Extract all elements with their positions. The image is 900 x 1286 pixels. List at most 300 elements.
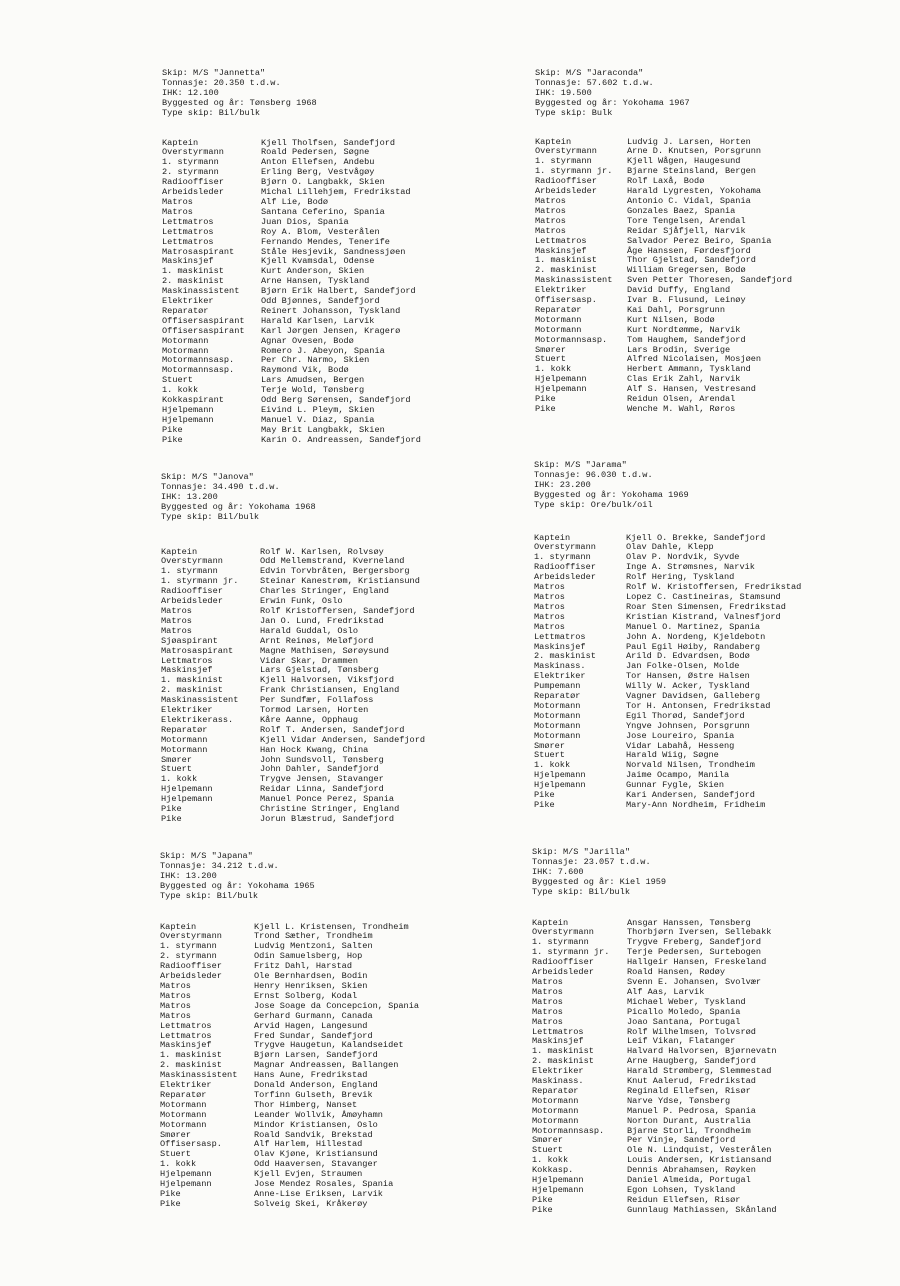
crew-role: Smører — [160, 1129, 191, 1140]
crew-role: Hjelpemann — [535, 384, 587, 395]
crew-name: Manuel Ponce Perez, Spania — [260, 794, 395, 805]
crew-role: Matros — [535, 205, 566, 216]
crew-role: Matrosaspirant — [161, 645, 234, 656]
crew-role: Matros — [532, 996, 563, 1007]
crew-row — [534, 801, 801, 811]
crew-role: Elektriker — [162, 296, 214, 307]
crew-name: Odd Haaversen, Stavanger — [254, 1159, 378, 1170]
crew-role: Pike — [535, 394, 556, 405]
crew-name: Reidar Sjåfjell, Narvik — [627, 225, 746, 236]
crew-name: Per Sundfær, Follafoss — [260, 695, 374, 706]
crew-role: Motormannsasp. — [532, 1125, 605, 1136]
crew-role: Lettmatros — [160, 1030, 212, 1041]
crew-name: Odd Bjønnes, Sandefjord — [261, 296, 380, 307]
crew-list — [162, 139, 421, 446]
header-line: Type skip: Bulk — [535, 107, 613, 118]
crew-name: Harald Guddal, Oslo — [260, 625, 358, 636]
crew-role: Hjelpemann — [534, 780, 586, 791]
crew-row — [535, 237, 792, 247]
crew-name: Kurt Anderson, Skien — [261, 266, 365, 277]
ship-header — [161, 473, 425, 523]
crew-name: Tom Haughem, Sandefjord — [627, 334, 746, 345]
crew-name: Egil Thorød, Sandefjord — [626, 710, 745, 721]
crew-role: Offisersaspirant — [162, 325, 245, 336]
crew-role: Smører — [534, 740, 565, 751]
ship-header — [535, 69, 792, 119]
header-line: Type skip: Bil/bulk — [161, 511, 259, 522]
crew-role: Maskinass. — [532, 1076, 584, 1087]
crew-role: Elektriker — [160, 1080, 212, 1091]
crew-role: Overstyrmann — [535, 146, 597, 157]
crew-name: Eivind L. Pleym, Skien — [261, 405, 375, 415]
crew-name: John Sundsvoll, Tønsberg — [260, 754, 384, 765]
crew-role: 2. maskinist — [160, 1060, 222, 1071]
crew-role: Pike — [532, 1204, 553, 1215]
crew-role: Motormann — [534, 720, 581, 731]
crew-role: Matros — [534, 611, 565, 622]
crew-role: Lettmatros — [535, 235, 587, 246]
crew-role: Hjelpemann — [160, 1179, 212, 1190]
crew-role: Hjelpemann — [161, 794, 213, 805]
crew-role: Elektriker — [161, 705, 213, 716]
crew-name: Clas Erik Zahl, Narvik — [627, 374, 741, 385]
crew-name: Arne Haugberg, Sandefjord — [627, 1056, 756, 1067]
crew-role: Matros — [162, 206, 193, 217]
crew-role: Reparatør — [535, 304, 582, 315]
crew-name: Roald Sandvik, Brekstad — [254, 1129, 373, 1140]
crew-role: Hjelpemann — [535, 374, 587, 385]
crew-role: Offisersasp. — [535, 295, 597, 306]
header-line: Tonnasje: 34.490 t.d.w. — [161, 481, 280, 492]
crew-role: Kokkasp. — [532, 1165, 574, 1176]
crew-name: Trond Sæther, Trondheim — [254, 931, 373, 942]
header-line: Type skip: Ore/bulk/oil — [534, 499, 653, 510]
crew-row — [161, 815, 425, 825]
crew-name: Hans Aune, Fredrikstad — [254, 1070, 368, 1081]
crew-name: Erwin Funk, Oslo — [260, 596, 343, 607]
crew-role: Matros — [534, 591, 565, 602]
crew-name: Rolf Laxå, Bodø — [627, 176, 705, 187]
ship-block-jarilla — [532, 848, 777, 1216]
crew-role: Motormannsasp. — [162, 355, 235, 366]
crew-role: Lettmatros — [162, 216, 214, 227]
crew-name: Gerhard Gurmann, Canada — [254, 1010, 373, 1021]
crew-name: Picallo Moledo, Spania — [627, 1006, 741, 1017]
crew-role: Motormann — [532, 1105, 579, 1116]
crew-role: Matros — [534, 621, 565, 632]
crew-name: Tor Hansen, Østre Halsen — [626, 671, 750, 682]
crew-name: Kjell Halvorsen, Viksfjord — [260, 675, 395, 686]
crew-name: Torfinn Gulseth, Brevik — [254, 1089, 373, 1100]
crew-name: Paul Egil Høiby, Randaberg — [626, 641, 761, 652]
crew-role: 1. styrmann — [532, 937, 589, 948]
crew-role: 1. styrmann — [162, 157, 219, 168]
crew-role: Lettmatros — [532, 1026, 584, 1037]
crew-role: Stuert — [534, 750, 565, 761]
crew-name: Jorun Blæstrud, Sandefjord — [260, 814, 395, 824]
crew-role: Motormann — [534, 710, 581, 721]
crew-role: Hjelpemann — [162, 405, 214, 415]
crew-role: Matros — [532, 986, 563, 997]
crew-name: David Duffy, England — [627, 285, 731, 296]
crew-role: Radiooffiser — [161, 586, 223, 597]
ship-header — [534, 461, 801, 511]
crew-name: Kjell L. Kristensen, Trondheim — [254, 921, 409, 932]
crew-name: Kjell Kvamsdal, Odense — [261, 256, 375, 267]
crew-name: Arne Hansen, Tyskland — [261, 276, 370, 287]
crew-name: Reginald Ellefsen, Risør — [627, 1085, 751, 1096]
crew-role: Pike — [162, 424, 183, 435]
crew-name: Lopez C. Castineiras, Stamsund — [626, 591, 781, 602]
crew-role: Hjelpemann — [162, 414, 214, 425]
crew-row — [162, 436, 421, 446]
crew-name: Ansgar Hanssen, Tønsberg — [627, 917, 751, 928]
crew-role: Matros — [535, 225, 566, 236]
crew-name: Odd Mellemstrand, Kverneland — [260, 556, 405, 567]
header-line: Skip: M/S "Jarilla" — [532, 847, 630, 857]
crew-name: Dennis Abrahamsen, Røyken — [627, 1165, 756, 1176]
crew-role: Maskinassistent — [160, 1070, 238, 1081]
crew-name: Fritz Dahl, Harstad — [254, 961, 352, 972]
header-line: Skip: M/S "Jaraconda" — [535, 68, 644, 78]
crew-role: 1. maskinist — [162, 266, 224, 277]
crew-role: Matros — [161, 615, 192, 626]
crew-name: Rolf Hering, Tyskland — [626, 572, 735, 583]
crew-role: Lettmatros — [161, 655, 213, 666]
crew-name: Joao Santana, Portugal — [627, 1016, 741, 1027]
crew-name: Tor H. Antonsen, Fredrikstad — [626, 700, 771, 711]
crew-name: Kristian Kistrand, Valnesfjord — [626, 611, 781, 622]
crew-role: Motormann — [162, 335, 209, 346]
header-line: Tonnasje: 57.602 t.d.w. — [535, 77, 654, 88]
crew-name: Raymond Vik, Bodø — [261, 365, 349, 376]
crew-name: Jan O. Lund, Fredrikstad — [260, 615, 384, 626]
crew-name: Trygve Jensen, Stavanger — [260, 774, 384, 785]
crew-name: Michal Lillehjem, Fredrikstad — [261, 187, 411, 198]
crew-role: Motormann — [535, 324, 582, 335]
crew-name: Arild D. Edvardsen, Bodø — [626, 651, 750, 662]
crew-role: Maskinsjef — [161, 665, 213, 676]
crew-list — [532, 919, 777, 1216]
crew-name: Norvald Nilsen, Trondheim — [626, 760, 755, 771]
crew-name: Gonzales Baez, Spania — [627, 205, 736, 216]
header-line: Byggested og år: Tønsberg 1968 — [162, 97, 317, 108]
crew-role: Sjøaspirant — [161, 635, 218, 646]
crew-role: Matros — [532, 1006, 563, 1017]
crew-role: Lettmatros — [162, 226, 214, 237]
crew-name: Rolf T. Andersen, Sandefjord — [260, 724, 405, 735]
crew-role: Arbeidsleder — [535, 186, 597, 197]
header-line: Type skip: Bil/bulk — [162, 107, 260, 118]
crew-name: Gunnar Fygle, Skien — [626, 780, 724, 791]
crew-name: Rolf Kristoffersen, Sandefjord — [260, 605, 415, 616]
crew-role: Motormann — [532, 1115, 579, 1126]
crew-role: Matros — [161, 605, 192, 616]
crew-name: Knut Aalerud, Fredrikstad — [627, 1076, 756, 1087]
crew-role: Smører — [161, 754, 192, 765]
crew-name: Rolf W. Kristoffersen, Fredrikstad — [626, 582, 802, 593]
crew-role: Motormann — [532, 1095, 579, 1106]
crew-name: Jose Soage da Concepcion, Spania — [254, 1000, 420, 1011]
crew-role: Matros — [532, 976, 563, 987]
crew-name: Vagner Davidsen, Galleberg — [626, 691, 761, 702]
header-line: Byggested og år: Yokohama 1965 — [160, 880, 315, 891]
header-line: IHK: 23.200 — [534, 479, 591, 490]
crew-name: Olav Dahle, Klepp — [626, 542, 714, 553]
crew-role: Hjelpemann — [534, 770, 586, 781]
crew-role: 1. styrmann — [534, 552, 591, 563]
crew-row — [532, 1018, 777, 1028]
crew-name: Kjell Tholfsen, Sandefjord — [261, 137, 396, 148]
crew-role: Matros — [535, 195, 566, 206]
crew-name: Hallgeir Hansen, Freskeland — [627, 957, 767, 968]
crew-name: Ludvig J. Larsen, Horten — [627, 136, 751, 147]
crew-role: Motormann — [160, 1119, 207, 1130]
crew-name: Kjell Vidar Andersen, Sandefjord — [260, 734, 426, 745]
crew-role: 1. styrmann — [160, 941, 217, 952]
crew-role: Matros — [160, 980, 191, 991]
crew-name: Olav Kjøne, Kristiansund — [254, 1149, 378, 1160]
crew-name: Leander Wollvik, Åmøyhamn — [254, 1109, 383, 1120]
header-line: Byggested og år: Yokohama 1967 — [535, 97, 690, 108]
crew-name: Trygve Freberg, Sandefjord — [627, 937, 762, 948]
crew-name: Salvador Perez Beiro, Spania — [627, 235, 772, 246]
crew-name: Karin O. Andreassen, Sandefjord — [261, 434, 421, 445]
crew-role: Pike — [162, 434, 183, 445]
crew-name: Michael Weber, Tyskland — [627, 996, 746, 1007]
crew-name: Juan Dios, Spania — [261, 216, 349, 227]
crew-role: Maskinass. — [534, 661, 586, 672]
crew-name: Per Vinje, Sandefjord — [627, 1135, 736, 1146]
crew-role: Matros — [160, 1000, 191, 1011]
crew-role: Overstyrmann — [161, 556, 223, 567]
crew-role: Pike — [532, 1194, 553, 1205]
crew-role: Kokkaspirant — [162, 395, 224, 406]
crew-name: Donald Anderson, England — [254, 1080, 378, 1091]
crew-name: Kurt Nordtømme, Narvik — [627, 324, 741, 335]
crew-role: Arbeidsleder — [160, 971, 222, 982]
crew-role: Motormann — [534, 730, 581, 741]
crew-name: Lars Amudsen, Bergen — [261, 375, 365, 386]
crew-role: Arbeidsleder — [162, 187, 224, 198]
crew-name: Jose Mendez Rosales, Spania — [254, 1179, 394, 1190]
crew-role: Maskinsjef — [162, 256, 214, 267]
crew-role: Matros — [535, 215, 566, 226]
header-line: Type skip: Bil/bulk — [160, 890, 258, 901]
header-line: Skip: M/S "Jannetta" — [162, 68, 266, 78]
crew-role: 2. maskinist — [535, 265, 597, 276]
crew-role: Matros — [160, 1010, 191, 1021]
crew-role: 1. kokk — [160, 1159, 197, 1170]
crew-name: Manuel P. Pedrosa, Spania — [627, 1105, 756, 1116]
header-line: IHK: 19.500 — [535, 87, 592, 98]
crew-role: Motormann — [162, 345, 209, 356]
crew-name: Reidun Olsen, Arendal — [627, 394, 736, 405]
crew-name: Yngve Johnsen, Porsgrunn — [626, 720, 750, 731]
crew-name: Fernando Mendes, Tenerife — [261, 236, 390, 247]
ship-block-jarama — [534, 461, 801, 811]
crew-name: Herbert Ammann, Tyskland — [627, 364, 751, 375]
crew-name: Arvid Hagen, Langesund — [254, 1020, 368, 1031]
crew-name: May Brit Langbakk, Skien — [261, 424, 385, 435]
crew-name: Harald Lygresten, Yokohama — [627, 186, 762, 197]
crew-role: Overstyrmann — [160, 931, 222, 942]
crew-role: Matros — [161, 625, 192, 636]
crew-name: Lars Brodin, Sverige — [627, 344, 731, 355]
crew-role: Stuert — [160, 1149, 191, 1160]
crew-role: Pike — [161, 804, 182, 815]
crew-role: Hjelpemann — [161, 784, 213, 795]
crew-name: Arnt Reinøs, Meløfjord — [260, 635, 374, 646]
crew-role: Motormann — [161, 744, 208, 755]
header-line: Tonnasje: 20.350 t.d.w. — [162, 77, 281, 88]
crew-role: Reparatør — [161, 724, 208, 735]
crew-name: Terje Wold, Tønsberg — [261, 385, 365, 396]
header-line: Skip: M/S "Japana" — [160, 851, 253, 861]
crew-list — [535, 138, 792, 415]
ship-block-janova — [161, 473, 425, 825]
crew-role: Kaptein — [535, 136, 572, 147]
header-line: Byggested og år: Yokohama 1969 — [534, 489, 689, 500]
crew-role: Smører — [535, 344, 566, 355]
crew-role: Reparatør — [160, 1089, 207, 1100]
crew-role: 2. styrmann — [162, 167, 219, 178]
crew-role: Maskinsjef — [534, 641, 586, 652]
crew-role: Radiooffiser — [160, 961, 222, 972]
crew-role: 2. maskinist — [532, 1056, 594, 1067]
crew-row — [160, 1200, 419, 1210]
crew-name: Erling Berg, Vestvågøy — [261, 167, 375, 178]
crew-name: Gunnlaug Mathiassen, Skånland — [627, 1204, 777, 1215]
crew-name: Wenche M. Wahl, Røros — [627, 404, 736, 414]
crew-name: Agnar Ovesen, Bodø — [261, 335, 354, 346]
crew-role: 1. maskinist — [532, 1046, 594, 1057]
crew-list — [160, 923, 419, 1210]
crew-name: Ivar B. Flusund, Leinøy — [627, 295, 746, 306]
header-line: IHK: 13.200 — [160, 870, 217, 881]
crew-name: Roald Hansen, Rødøy — [627, 967, 725, 978]
crew-role: Elektrikerass. — [161, 714, 234, 725]
crew-role: 1. kokk — [162, 385, 199, 396]
crew-name: Roar Sten Simensen, Fredrikstad — [626, 601, 786, 612]
crew-role: Motormann — [160, 1099, 207, 1110]
ship-header — [160, 852, 419, 902]
crew-role: Matros — [534, 601, 565, 612]
ship-header — [162, 69, 421, 119]
crew-name: Reidar Linna, Sandefjord — [260, 784, 384, 795]
crew-role: Pike — [535, 404, 556, 414]
crew-role: Radiooffiser — [535, 176, 597, 187]
crew-name: Harald Strømberg, Slemmestad — [627, 1066, 772, 1077]
crew-role: Arbeidsleder — [161, 596, 223, 607]
crew-name: Jose Loureiro, Spania — [626, 730, 735, 741]
crew-name: Tore Tengelsen, Arendal — [627, 215, 746, 226]
header-line: Tonnasje: 96.030 t.d.w. — [534, 469, 653, 480]
crew-list — [534, 534, 801, 811]
crew-name: Tormod Larsen, Horten — [260, 705, 369, 716]
crew-role: Maskinsjef — [535, 245, 587, 256]
crew-role: Offisersasp. — [160, 1139, 222, 1150]
crew-role: Radiooffiser — [534, 562, 596, 573]
crew-name: Anne-Lise Eriksen, Larvik — [254, 1189, 383, 1199]
crew-role: Matrosaspirant — [162, 246, 235, 257]
crew-name: Reidun Ellefsen, Risør — [627, 1194, 741, 1205]
crew-name: Roy A. Blom, Vesterålen — [261, 226, 380, 237]
crew-row — [160, 1022, 419, 1032]
crew-name: Ole Bernhardsen, Bodin — [254, 971, 368, 982]
crew-role: Offisersaspirant — [162, 315, 245, 326]
crew-name: Ernst Solberg, Kodal — [254, 990, 358, 1001]
crew-role: Arbeidsleder — [532, 967, 594, 978]
crew-name: Solveig Skei, Kråkerøy — [254, 1198, 368, 1209]
crew-name: Reinert Johansson, Tyskland — [261, 305, 401, 316]
crew-name: Daniel Almeida, Portugal — [627, 1175, 751, 1186]
crew-name: Kari Andersen, Sandefjord — [626, 790, 755, 801]
crew-name: Kjell O. Brekke, Sandefjord — [626, 532, 766, 543]
ship-block-jannetta — [162, 69, 421, 446]
crew-row — [162, 238, 421, 248]
crew-role: Hjelpemann — [160, 1169, 212, 1180]
crew-role: 2. maskinist — [162, 276, 224, 287]
crew-role: Maskinassistent — [162, 286, 240, 297]
crew-role: Kaptein — [534, 532, 571, 543]
crew-role: Arbeidsleder — [534, 572, 596, 583]
header-line: Byggested og år: Kiel 1959 — [532, 876, 667, 887]
crew-role: Reparatør — [532, 1085, 579, 1096]
crew-name: Antonio C. Vidal, Spania — [627, 195, 751, 206]
crew-name: Fred Sundar, Sandefjord — [254, 1030, 373, 1041]
crew-role: 1. maskinist — [161, 675, 223, 686]
crew-name: Bjarne Steinsland, Bergen — [627, 166, 756, 177]
crew-name: Svenn E. Johansen, Svolvær — [627, 976, 762, 987]
crew-row — [161, 647, 425, 657]
crew-name: Frank Christiansen, England — [260, 685, 400, 696]
crew-name: Jan Folke-Olsen, Molde — [626, 661, 740, 672]
crew-role: Stuert — [535, 354, 566, 365]
header-line: Skip: M/S "Jarama" — [534, 460, 627, 470]
crew-role: Motormann — [160, 1109, 207, 1120]
crew-name: Leif Vikan, Flatanger — [627, 1036, 736, 1047]
ship-header — [532, 848, 777, 898]
crew-role: Motormannsasp. — [535, 334, 608, 345]
crew-name: Bjørn O. Langbakk, Skien — [261, 177, 385, 188]
crew-name: Santana Ceferino, Spania — [261, 206, 385, 217]
header-line: IHK: 7.600 — [532, 866, 584, 877]
crew-role: Kaptein — [162, 137, 199, 148]
crew-name: Bjørn Larsen, Sandefjord — [254, 1050, 378, 1061]
crew-name: Kåre Aanne, Opphaug — [260, 714, 358, 725]
crew-name: Alf Aas, Larvik — [627, 986, 705, 997]
crew-name: Lars Gjelstad, Tønsberg — [260, 665, 379, 676]
header-line: Byggested og år: Yokohama 1968 — [161, 501, 316, 512]
crew-role: Hjelpemann — [532, 1185, 584, 1195]
crew-name: Bjørn Erik Halbert, Sandefjord — [261, 286, 416, 297]
crew-row — [535, 405, 792, 415]
crew-name: Louis Andersen, Kristiansand — [627, 1155, 772, 1166]
crew-role: Elektriker — [535, 285, 587, 296]
crew-name: Alf Lie, Bodø — [261, 196, 329, 207]
crew-name: Olav P. Nordvik, Syvde — [626, 552, 740, 563]
crew-name: Narve Ydse, Tønsberg — [627, 1095, 731, 1106]
crew-role: Matros — [160, 990, 191, 1001]
crew-role: 1. maskinist — [160, 1050, 222, 1061]
header-line: Tonnasje: 23.057 t.d.w. — [532, 856, 651, 867]
crew-name: Bjarne Storli, Trondheim — [627, 1125, 751, 1136]
crew-name: Kurt Nilsen, Bodø — [627, 314, 715, 325]
crew-role: 1. styrmann — [161, 566, 218, 577]
crew-name: Thorbjørn Iversen, Sellebakk — [627, 927, 772, 938]
crew-role: Hjelpemann — [532, 1175, 584, 1186]
